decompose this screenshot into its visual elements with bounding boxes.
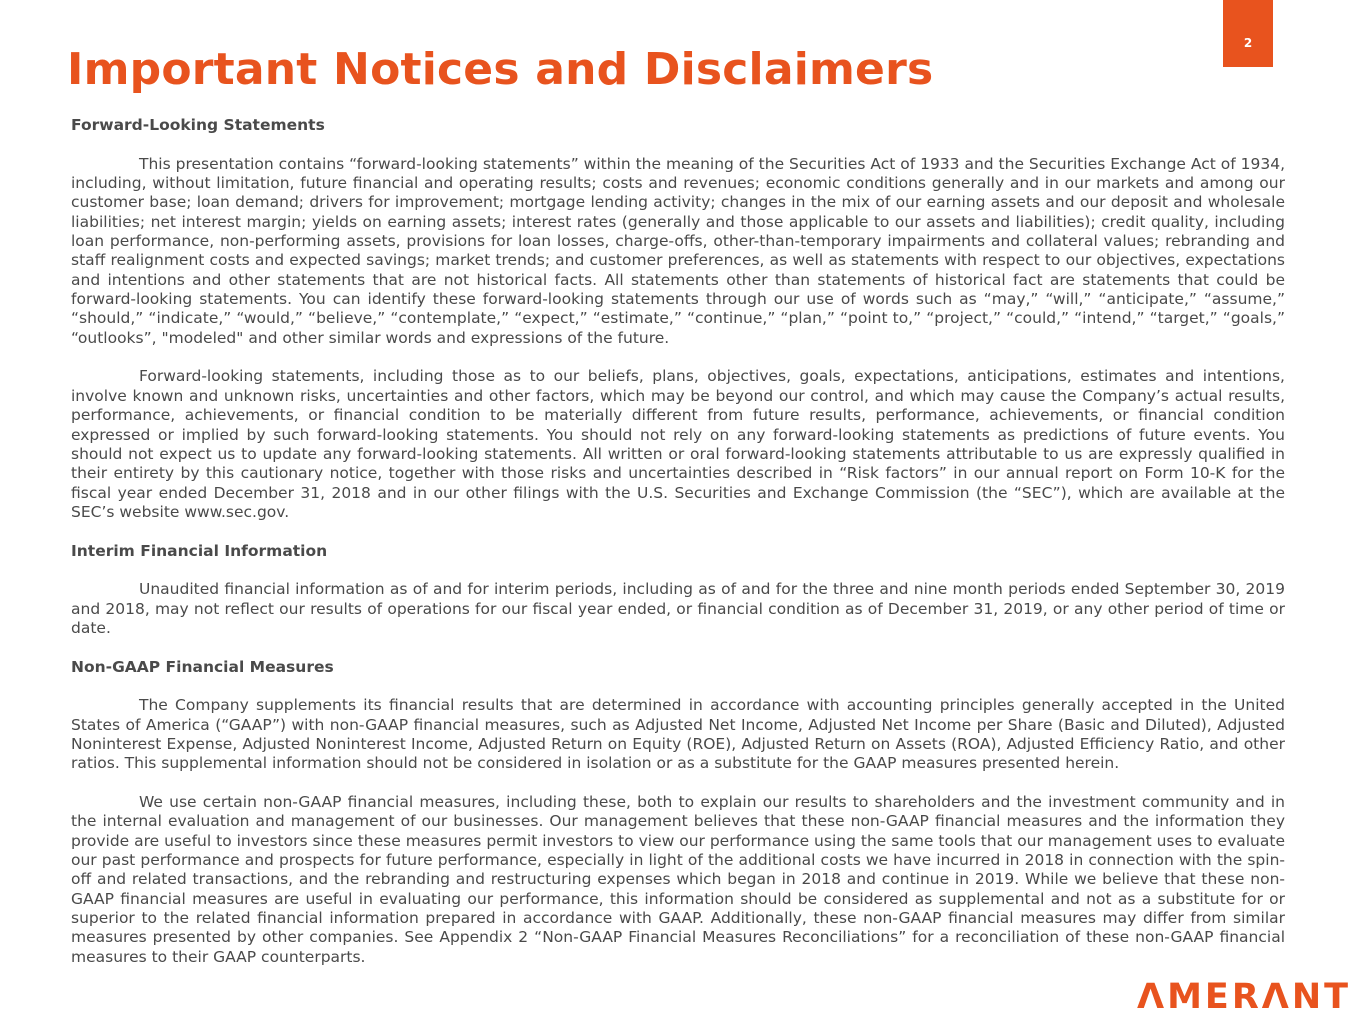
non-gaap-paragraph-1: The Company supplements its financial results that are determined in accordance with accounting principles generally accepted in the United States of America (“GAAP”) with non-GAAP financial measures, such as Adjusted Net Income, Adjusted Net Income per Share (Basic and Diluted), Adjusted Noninterest Expense, Adjusted Noninterest Income, Adjusted Return on Equity (ROE), Adjusted Return on Assets (ROA), Adjusted Efficiency Ratio, and other ratios. This supplemental information should not be considered in isolation or as a substitute for the GAAP measures presented herein. xyxy=(71,696,1285,773)
non-gaap-paragraph-2: We use certain non-GAAP financial measures, including these, both to explain our results to shareholders and the investment community and in the internal evaluation and management of our businesses. Our management believes that these non-GAAP financial measures and the information they provide are useful to investors since these measures permit investors to view our performance using the same tools that our management uses to evaluate our past performance and prospects for future performance, especially in light of the additional costs we have incurred in 2018 in connection with the spin-off and related transactions, and the rebranding and restructuring expenses which began in 2018 and continue in 2019. While we believe that these non-GAAP financial measures are useful in evaluating our performance, this information should be considered as supplemental and not as a substitute for or superior to the related financial information prepared in accordance with GAAP. Additionally, these non-GAAP financial measures may differ from similar measures presented by other companies. See Appendix 2 “Non-GAAP Financial Measures Reconciliations” for a reconciliation of these non-GAAP financial measures to their GAAP counterparts. xyxy=(71,793,1285,966)
forward-looking-paragraph-1: This presentation contains “forward-looking statements” within the meaning of the Securities Act of 1933 and the Securities Exchange Act of 1934, including, without limitation, future financial and operating results; costs and revenues; economic conditions generally and in our markets and among our customer base; loan demand; drivers for improvement; mortgage lending activity; changes in the mix of our earning assets and our deposit and wholesale liabilities; net interest margin; yields on earning assets; interest rates (generally and those applicable to our assets and liabilities); credit quality, including loan performance, non-performing assets, provisions for loan losses, charge-offs, other-than-temporary impairments and collateral values; rebranding and staff realignment costs and expected savings; market trends; and customer preferences, as well as statements with respect to our objectives, expectations and intentions and other statements that are not historical facts. All statements other than statements of historical fact are statements that could be forward-looking statements. You can identify these forward-looking statements through our use of words such as “may,” “will,” “anticipate,” “assume,” “should,” “indicate,” “would,” “believe,” “contemplate,” “expect,” “estimate,” “continue,” “plan,” “point to,” “project,” “could,” “intend,” “target,” “goals,” “outlooks”, "modeled" and other similar words and expressions of the future. xyxy=(71,154,1285,347)
interim-heading: Interim Financial Information xyxy=(71,541,328,560)
forward-looking-heading: Forward-Looking Statements xyxy=(71,116,325,134)
non-gaap-heading: Non-GAAP Financial Measures xyxy=(71,657,334,676)
disclaimer-body xyxy=(71,116,1285,967)
forward-looking-paragraph-2: Forward-looking statements, including those as to our beliefs, plans, objectives, goals, expectations, anticipations, estimates and intentions, involve known and unknown risks, uncertainties and other factors, which may be beyond our control, and which may cause the Company’s actual results, performance, achievements, or financial condition to be materially different from future results, performance, achievements, or financial condition expressed or implied by such forward-looking statements. You should not rely on any forward-looking statements as predictions of future events. You should not expect us to update any forward-looking statements. All written or oral forward-looking statements attributable to us are expressly qualified in their entirety by this cautionary notice, together with those risks and uncertainties described in “Risk factors” in our annual report on Form 10-K for the fiscal year ended December 31, 2018 and in our other filings with the U.S. Securities and Exchange Commission (the “SEC”), which are available at the SEC’s website www.sec.gov. xyxy=(71,367,1285,521)
page-title: Important Notices and Disclaimers xyxy=(67,44,934,95)
page-number: 2 xyxy=(1243,36,1253,50)
interim-paragraph: Unaudited financial information as of and for interim periods, including as of and for the three and nine month periods ended September 30, 2019 and 2018, may not reflect our results of operations for our fiscal year ended, or financial condition as of December 31, 2019, or any other period of time or date. xyxy=(71,580,1285,637)
amerant-logo: ΛMERΛNT xyxy=(1137,977,1352,1017)
page-number-badge xyxy=(1223,0,1273,67)
